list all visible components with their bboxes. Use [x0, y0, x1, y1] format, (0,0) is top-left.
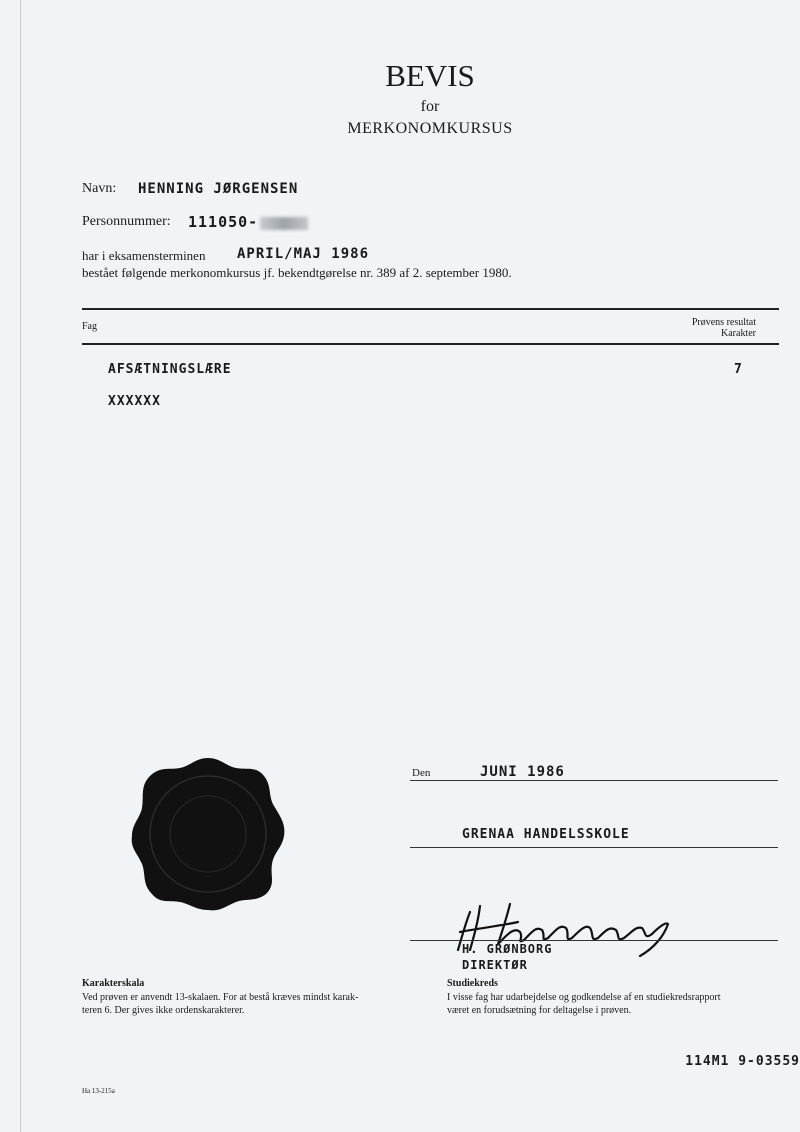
- col-header-subject: Fag: [82, 321, 97, 332]
- table-row-1-subject: AFSÆTNINGSLÆRE: [108, 362, 232, 377]
- issue-date: JUNI 1986: [480, 764, 565, 780]
- signature-line: [410, 940, 778, 941]
- table-row-1-grade: 7: [734, 362, 743, 377]
- title-for: for: [420, 98, 440, 115]
- col-header-result-line1: Prøvens resultat: [691, 317, 756, 328]
- passed-statement: bestået følgende merkonomkursus jf. bekendtgørelse nr. 389 af 2. september 1980.: [82, 265, 512, 280]
- study-circle-heading: Studiekreds: [447, 978, 498, 989]
- date-label: Den: [412, 767, 431, 779]
- table-header-rule: [82, 343, 779, 345]
- course-name: MERKONOMKURSUS: [347, 120, 513, 137]
- document-title: BEVIS: [385, 58, 475, 93]
- col-header-result-line2: Karakter: [721, 328, 756, 339]
- study-circle-text-1: I visse fag har udarbejdelse og godkendelse af en studiekredsrapport: [447, 992, 721, 1003]
- cpr-label: Personnummer:: [82, 214, 171, 229]
- exam-term: APRIL/MAJ 1986: [237, 246, 370, 262]
- date-line: [410, 780, 778, 781]
- school-name: GRENAA HANDELSSKOLE: [462, 827, 630, 842]
- redaction-blur: [260, 217, 308, 230]
- signatory-name: H. GRØNBORG: [462, 942, 553, 956]
- grading-scale-text-1: Ved prøven er anvendt 13-skalaen. For at bestå kræves mindst karak-: [82, 992, 359, 1003]
- cpr-value: [188, 213, 308, 232]
- form-code: Ha 13-215a: [82, 1087, 115, 1095]
- scan-edge-line: [20, 0, 21, 1132]
- school-line: [410, 847, 778, 848]
- name-label: Navn:: [82, 181, 117, 196]
- col-header-result: [640, 317, 756, 339]
- school-seal: [128, 756, 288, 912]
- table-top-rule: [82, 308, 779, 310]
- cpr-number: 111050-: [188, 213, 259, 231]
- serial-number: 114M1 9-03559: [685, 1054, 800, 1069]
- term-label: har i eksamensterminen: [82, 248, 206, 263]
- grading-scale-heading: Karakterskala: [82, 978, 145, 989]
- signatory-title: DIREKTØR: [462, 958, 528, 972]
- grading-scale-text-2: teren 6. Der gives ikke ordenskarakterer.: [82, 1005, 245, 1016]
- student-name: HENNING JØRGENSEN: [138, 181, 299, 197]
- study-circle-text-2: været en forudsætning for deltagelse i prøven.: [447, 1005, 632, 1016]
- table-row-2-subject: XXXXXX: [108, 394, 161, 409]
